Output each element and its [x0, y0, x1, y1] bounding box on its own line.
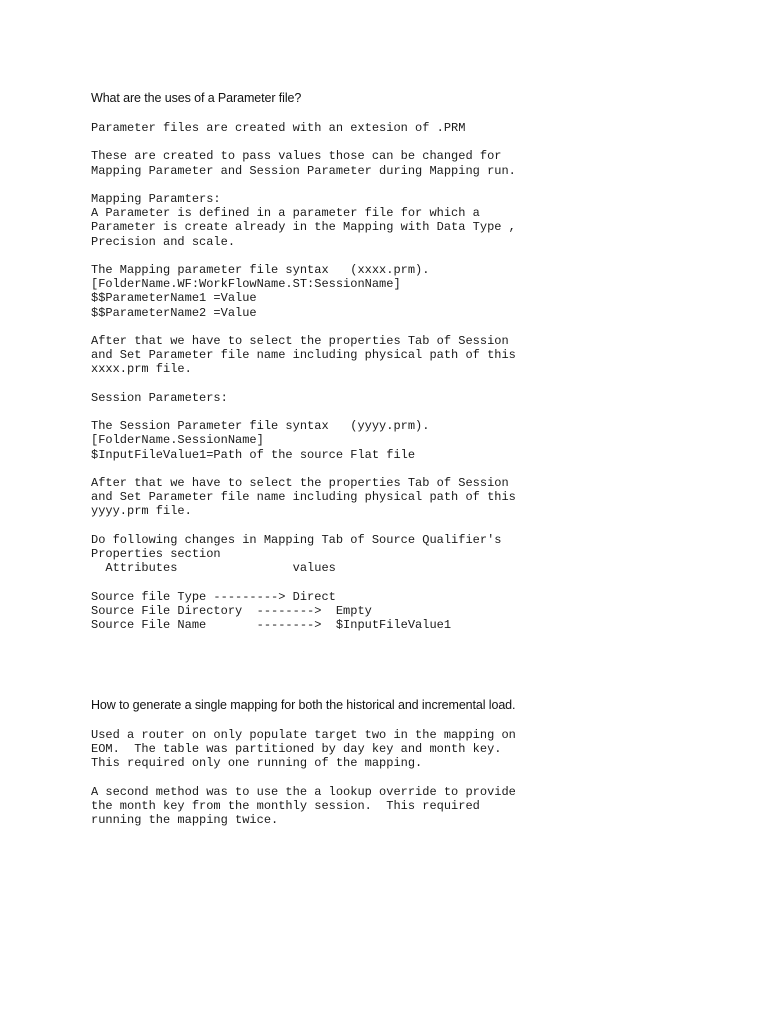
section-body-parameter-file: Parameter files are created with an extesion of .PRM These are created to pass values those can be changed for Mapping Parameter and Session Parameter during Mapping run. Mapping Paramters: A Parameter is defined in a parameter file for which a Parameter is create already in the Mapping with Data Type , Precision and scale. The Mapping parameter file syntax (xxxx.prm). [FolderName.WF:WorkFlowName.ST:SessionName] $$ParameterName1 =Value $$ParameterName2 =Value After that we have to select the properties Tab of Session and Set Parameter file name including physical path of this xxxx.prm file. Session Parameters: The Session Parameter file syntax (yyyy.prm). [FolderName.SessionName] $InputFileValue1=Path of the source Flat file After that we have to select the properties Tab of Session and Set Parameter file name including physical path of this yyyy.prm file. Do following changes in Mapping Tab of Source Qualifier's Properties section Attributes values Source file Type ---------> Direct Source File Directory --------> Empty Source File Name --------> $InputFileValue1: [91, 121, 516, 633]
section-body-single-mapping: Used a router on only populate target two in the mapping on EOM. The table was partitioned by day key and month key. This required only one running of the mapping. A second method was to use the a lookup override to provide the month key from the monthly session. This required running the mapping twice.: [91, 728, 516, 828]
section-heading-single-mapping: How to generate a single mapping for both the historical and incremental load.: [91, 698, 516, 712]
section-heading-parameter-file: What are the uses of a Parameter file?: [91, 91, 302, 105]
